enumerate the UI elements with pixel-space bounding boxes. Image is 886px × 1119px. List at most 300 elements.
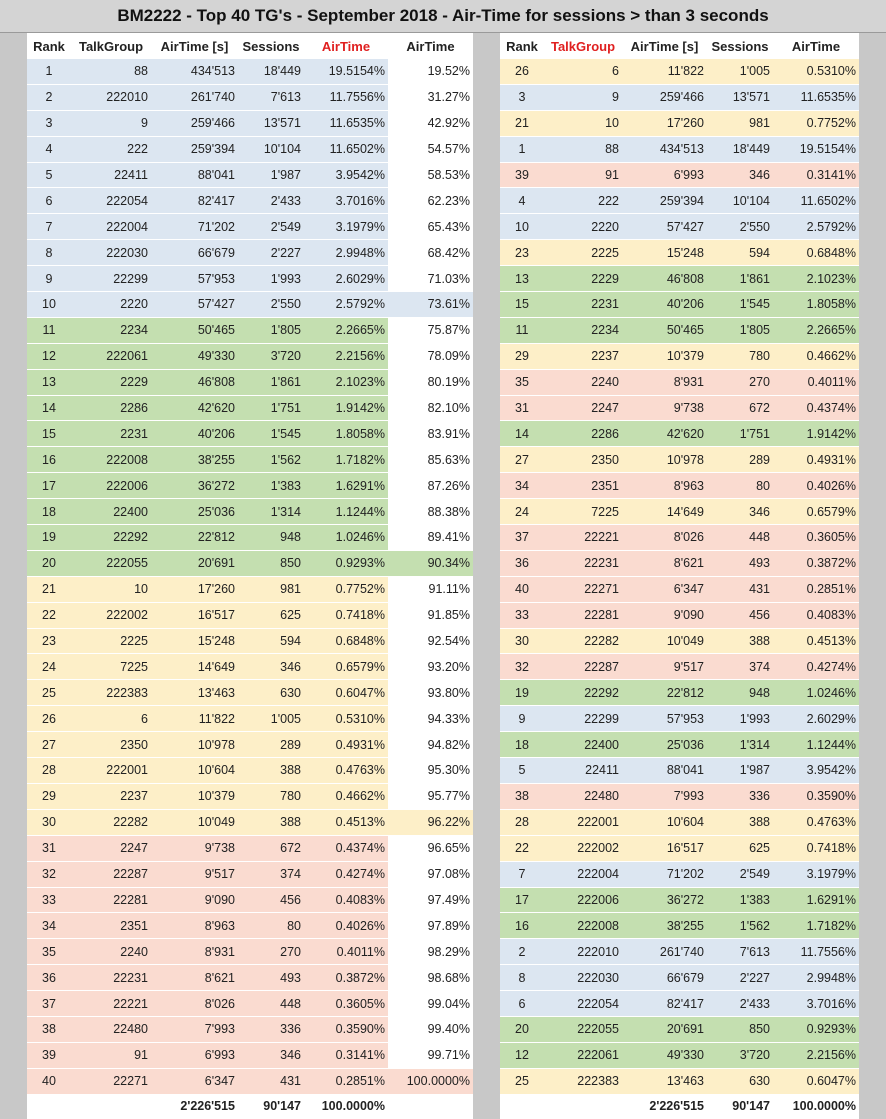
header-airtime-cumulative: AirTime	[388, 33, 473, 59]
talkgroup-cell: 222055	[544, 1016, 622, 1042]
table-row	[27, 317, 473, 343]
talkgroup-cell: 222061	[544, 1042, 622, 1068]
rank-cell: 26	[27, 706, 71, 732]
rank-cell: 28	[27, 758, 71, 784]
rank-cell: 13	[27, 369, 71, 395]
talkgroup-cell: 22231	[71, 965, 151, 991]
sessions-cell: 3'720	[707, 1042, 773, 1068]
header-airtime-percent: AirTime	[773, 33, 859, 59]
airtime-cell: 88'041	[151, 162, 238, 188]
cumulative-cell: 97.49%	[388, 887, 473, 913]
total-airtime: 2'226'515	[151, 1094, 238, 1118]
header-row	[500, 33, 859, 59]
talkgroup-cell: 22411	[71, 162, 151, 188]
airtime-cell: 49'330	[622, 1042, 707, 1068]
talkgroup-cell: 10	[544, 110, 622, 136]
percent-cell: 0.3590%	[773, 783, 859, 809]
table-row	[500, 680, 859, 706]
cumulative-cell: 90.34%	[388, 550, 473, 576]
sessions-cell: 948	[707, 680, 773, 706]
percent-cell: 1.0246%	[304, 525, 388, 551]
cumulative-cell: 96.22%	[388, 809, 473, 835]
percent-cell: 2.6029%	[773, 706, 859, 732]
rank-cell: 34	[500, 473, 544, 499]
percent-cell: 3.9542%	[304, 162, 388, 188]
header-rank: Rank	[27, 33, 71, 59]
talkgroup-cell: 88	[71, 59, 151, 84]
table-row	[27, 369, 473, 395]
rank-cell: 26	[500, 59, 544, 84]
talkgroup-cell: 88	[544, 136, 622, 162]
rank-cell: 2	[27, 84, 71, 110]
table-row	[27, 136, 473, 162]
percent-cell: 0.4662%	[773, 343, 859, 369]
talkgroup-cell: 22221	[71, 991, 151, 1017]
table-row	[500, 861, 859, 887]
sessions-cell: 388	[238, 809, 304, 835]
sessions-cell: 346	[707, 162, 773, 188]
rank-cell: 12	[27, 343, 71, 369]
rank-cell: 6	[500, 991, 544, 1017]
cumulative-cell: 62.23%	[388, 188, 473, 214]
airtime-cell: 259'394	[622, 188, 707, 214]
rank-cell: 9	[27, 266, 71, 292]
cumulative-cell: 89.41%	[388, 525, 473, 551]
rank-cell: 25	[27, 680, 71, 706]
talkgroup-cell: 222004	[544, 861, 622, 887]
percent-cell: 1.6291%	[773, 887, 859, 913]
rank-cell: 21	[27, 576, 71, 602]
percent-cell: 19.5154%	[773, 136, 859, 162]
cumulative-cell: 95.77%	[388, 783, 473, 809]
talkgroup-cell: 22287	[71, 861, 151, 887]
sessions-cell: 981	[238, 576, 304, 602]
airtime-cell: 7'993	[622, 783, 707, 809]
sessions-cell: 850	[238, 550, 304, 576]
percent-cell: 0.4374%	[773, 395, 859, 421]
sessions-cell: 80	[238, 913, 304, 939]
sessions-cell: 270	[238, 939, 304, 965]
talkgroup-cell: 2350	[544, 447, 622, 473]
percent-cell: 1.6291%	[304, 473, 388, 499]
percent-cell: 1.8058%	[773, 292, 859, 318]
header-airtime-seconds: AirTime [s]	[151, 33, 238, 59]
rank-cell: 32	[500, 654, 544, 680]
airtime-cell: 8'026	[622, 525, 707, 551]
percent-cell: 2.9948%	[304, 240, 388, 266]
talkgroup-cell: 2220	[544, 214, 622, 240]
talkgroup-cell: 222054	[544, 991, 622, 1017]
cumulative-cell: 91.11%	[388, 576, 473, 602]
airtime-cell: 66'679	[622, 965, 707, 991]
airtime-cell: 71'202	[622, 861, 707, 887]
sessions-cell: 431	[238, 1068, 304, 1094]
talkgroup-cell: 6	[71, 706, 151, 732]
talkgroup-cell: 22411	[544, 758, 622, 784]
airtime-cell: 259'466	[622, 84, 707, 110]
talkgroup-cell: 222	[71, 136, 151, 162]
rank-cell: 24	[27, 654, 71, 680]
sessions-cell: 625	[238, 602, 304, 628]
rank-cell: 38	[500, 783, 544, 809]
rank-cell: 27	[500, 447, 544, 473]
airtime-cell: 38'255	[622, 913, 707, 939]
airtime-cell: 9'090	[151, 887, 238, 913]
airtime-cell: 10'604	[151, 758, 238, 784]
totals-spacer	[71, 1094, 151, 1118]
sessions-cell: 1'993	[707, 706, 773, 732]
talkgroup-cell: 2247	[544, 395, 622, 421]
airtime-cell: 25'036	[151, 499, 238, 525]
table-row	[27, 706, 473, 732]
airtime-cell: 10'049	[151, 809, 238, 835]
rank-cell: 5	[27, 162, 71, 188]
rank-cell: 4	[500, 188, 544, 214]
rank-cell: 3	[500, 84, 544, 110]
airtime-cell: 17'260	[151, 576, 238, 602]
talkgroup-cell: 2225	[544, 240, 622, 266]
table-row	[500, 576, 859, 602]
sessions-cell: 7'613	[238, 84, 304, 110]
table-row	[27, 913, 473, 939]
airtime-cell: 8'621	[151, 965, 238, 991]
table-row	[27, 266, 473, 292]
sessions-cell: 448	[707, 525, 773, 551]
cumulative-cell: 78.09%	[388, 343, 473, 369]
talkgroup-cell: 22480	[544, 783, 622, 809]
airtime-cell: 15'248	[151, 628, 238, 654]
talkgroup-cell: 7225	[544, 499, 622, 525]
talkgroup-cell: 22480	[71, 1016, 151, 1042]
cumulative-cell: 94.33%	[388, 706, 473, 732]
percent-cell: 0.6047%	[304, 680, 388, 706]
rank-cell: 38	[27, 1016, 71, 1042]
table-row	[500, 602, 859, 628]
talkgroup-cell: 2234	[71, 317, 151, 343]
cumulative-cell: 91.85%	[388, 602, 473, 628]
airtime-cell: 261'740	[151, 84, 238, 110]
table-row	[500, 447, 859, 473]
talkgroup-cell: 2351	[544, 473, 622, 499]
percent-cell: 11.6502%	[773, 188, 859, 214]
sessions-cell: 493	[238, 965, 304, 991]
rank-cell: 1	[27, 59, 71, 84]
percent-cell: 0.5310%	[773, 59, 859, 84]
airtime-cell: 20'691	[622, 1016, 707, 1042]
percent-cell: 0.3141%	[773, 162, 859, 188]
cumulative-cell: 97.08%	[388, 861, 473, 887]
sessions-cell: 1'861	[238, 369, 304, 395]
airtime-cell: 36'272	[622, 887, 707, 913]
header-airtime-seconds: AirTime [s]	[622, 33, 707, 59]
percent-cell: 0.2851%	[304, 1068, 388, 1094]
talkgroup-cell: 222061	[71, 343, 151, 369]
rank-cell: 18	[27, 499, 71, 525]
airtime-cell: 8'931	[622, 369, 707, 395]
table-row	[500, 783, 859, 809]
rank-cell: 7	[27, 214, 71, 240]
sessions-cell: 10'104	[238, 136, 304, 162]
percent-cell: 2.2665%	[304, 317, 388, 343]
rank-cell: 14	[500, 421, 544, 447]
table-row	[27, 758, 473, 784]
header-talkgroup: TalkGroup	[71, 33, 151, 59]
sessions-cell: 2'433	[238, 188, 304, 214]
talkgroup-cell: 22282	[71, 809, 151, 835]
sessions-cell: 2'550	[238, 292, 304, 318]
airtime-cell: 13'463	[622, 1068, 707, 1094]
total-percent: 100.0000%	[773, 1094, 859, 1118]
sessions-cell: 1'383	[707, 887, 773, 913]
sessions-cell: 431	[707, 576, 773, 602]
talkgroup-cell: 222030	[71, 240, 151, 266]
talkgroup-cell: 2351	[71, 913, 151, 939]
rank-cell: 7	[500, 861, 544, 887]
totals-row	[27, 1094, 473, 1118]
airtime-cell: 16'517	[151, 602, 238, 628]
table-row	[27, 499, 473, 525]
airtime-cell: 22'812	[622, 680, 707, 706]
percent-cell: 1.7182%	[304, 447, 388, 473]
rank-cell: 8	[27, 240, 71, 266]
table-row	[500, 240, 859, 266]
percent-cell: 0.4274%	[304, 861, 388, 887]
sessions-cell: 672	[707, 395, 773, 421]
cumulative-cell: 92.54%	[388, 628, 473, 654]
rank-cell: 16	[500, 913, 544, 939]
sessions-cell: 13'571	[238, 110, 304, 136]
airtime-cell: 57'427	[622, 214, 707, 240]
percent-cell: 0.4083%	[773, 602, 859, 628]
airtime-cell: 46'808	[151, 369, 238, 395]
talkgroup-cell: 22287	[544, 654, 622, 680]
airtime-cell: 82'417	[151, 188, 238, 214]
talkgroup-cell: 2286	[544, 421, 622, 447]
sessions-cell: 1'545	[238, 421, 304, 447]
airtime-cell: 17'260	[622, 110, 707, 136]
sessions-cell: 672	[238, 835, 304, 861]
totals-row	[500, 1094, 859, 1118]
talkgroup-cell: 2247	[71, 835, 151, 861]
percent-cell: 0.7752%	[304, 576, 388, 602]
percent-cell: 0.4662%	[304, 783, 388, 809]
talkgroup-cell: 222006	[544, 887, 622, 913]
cumulative-cell: 87.26%	[388, 473, 473, 499]
table-row	[500, 1068, 859, 1094]
percent-cell: 2.2665%	[773, 317, 859, 343]
sessions-cell: 289	[238, 732, 304, 758]
talkgroup-cell: 222030	[544, 965, 622, 991]
percent-cell: 3.7016%	[304, 188, 388, 214]
percent-cell: 0.4763%	[773, 809, 859, 835]
airtime-cell: 57'953	[151, 266, 238, 292]
sessions-cell: 388	[238, 758, 304, 784]
airtime-cell: 42'620	[151, 395, 238, 421]
sessions-cell: 630	[238, 680, 304, 706]
sessions-cell: 2'227	[238, 240, 304, 266]
percent-cell: 0.4374%	[304, 835, 388, 861]
sessions-cell: 594	[707, 240, 773, 266]
total-percent: 100.0000%	[304, 1094, 388, 1118]
talkgroup-cell: 22281	[71, 887, 151, 913]
rank-cell: 22	[27, 602, 71, 628]
table-row	[27, 939, 473, 965]
airtime-cell: 38'255	[151, 447, 238, 473]
talkgroup-cell: 2220	[71, 292, 151, 318]
airtime-cell: 25'036	[622, 732, 707, 758]
talkgroup-cell: 7225	[71, 654, 151, 680]
percent-cell: 1.1244%	[773, 732, 859, 758]
table-row	[27, 447, 473, 473]
table-row	[27, 188, 473, 214]
total-sessions: 90'147	[707, 1094, 773, 1118]
sessions-cell: 346	[707, 499, 773, 525]
rank-cell: 20	[27, 550, 71, 576]
sessions-cell: 1'562	[238, 447, 304, 473]
talkgroup-cell: 22231	[544, 550, 622, 576]
rank-cell: 5	[500, 758, 544, 784]
table-row	[27, 1068, 473, 1094]
table-row	[500, 395, 859, 421]
table-row	[500, 317, 859, 343]
airtime-cell: 40'206	[151, 421, 238, 447]
percent-cell: 0.7418%	[773, 835, 859, 861]
header-airtime-percent: AirTime	[304, 33, 388, 59]
percent-cell: 0.4274%	[773, 654, 859, 680]
header-sessions: Sessions	[707, 33, 773, 59]
table-row	[500, 266, 859, 292]
percent-cell: 11.6535%	[304, 110, 388, 136]
airtime-cell: 16'517	[622, 835, 707, 861]
cumulative-cell: 93.20%	[388, 654, 473, 680]
airtime-cell: 434'513	[622, 136, 707, 162]
cumulative-cell: 95.30%	[388, 758, 473, 784]
percent-cell: 0.4026%	[773, 473, 859, 499]
talkgroup-cell: 22400	[544, 732, 622, 758]
cumulative-cell: 99.40%	[388, 1016, 473, 1042]
percent-cell: 3.1979%	[773, 861, 859, 887]
rank-cell: 31	[500, 395, 544, 421]
percent-cell: 11.7556%	[304, 84, 388, 110]
cumulative-cell: 88.38%	[388, 499, 473, 525]
cumulative-cell: 82.10%	[388, 395, 473, 421]
table-row	[27, 1042, 473, 1068]
talkgroup-cell: 2231	[71, 421, 151, 447]
rank-cell: 36	[27, 965, 71, 991]
airtime-cell: 9'517	[151, 861, 238, 887]
talkgroup-cell: 91	[71, 1042, 151, 1068]
airtime-cell: 13'463	[151, 680, 238, 706]
table-row	[500, 835, 859, 861]
table-row	[27, 576, 473, 602]
talkgroup-cell: 222383	[544, 1068, 622, 1094]
talkgroup-cell: 22282	[544, 628, 622, 654]
airtime-cell: 10'049	[622, 628, 707, 654]
airtime-cell: 8'621	[622, 550, 707, 576]
airtime-cell: 36'272	[151, 473, 238, 499]
talkgroup-cell: 222002	[544, 835, 622, 861]
ranking-table	[27, 33, 473, 1119]
percent-cell: 0.3590%	[304, 1016, 388, 1042]
talkgroup-cell: 222006	[71, 473, 151, 499]
percent-cell: 0.4513%	[304, 809, 388, 835]
rank-cell: 20	[500, 1016, 544, 1042]
sessions-cell: 13'571	[707, 84, 773, 110]
talkgroup-cell: 222008	[71, 447, 151, 473]
talkgroup-cell: 222054	[71, 188, 151, 214]
sessions-cell: 1'314	[238, 499, 304, 525]
header-talkgroup: TalkGroup	[544, 33, 622, 59]
table-row	[500, 706, 859, 732]
sessions-cell: 374	[238, 861, 304, 887]
airtime-cell: 42'620	[622, 421, 707, 447]
rank-cell: 17	[500, 887, 544, 913]
table-row	[500, 292, 859, 318]
cumulative-cell: 54.57%	[388, 136, 473, 162]
rank-cell: 12	[500, 1042, 544, 1068]
table-row	[500, 136, 859, 162]
sessions-cell: 2'227	[707, 965, 773, 991]
table-row	[500, 913, 859, 939]
table-row	[500, 965, 859, 991]
sessions-cell: 1'545	[707, 292, 773, 318]
rank-cell: 30	[500, 628, 544, 654]
airtime-cell: 434'513	[151, 59, 238, 84]
percent-cell: 0.5310%	[304, 706, 388, 732]
cumulative-cell: 100.0000%	[388, 1068, 473, 1094]
rank-cell: 15	[27, 421, 71, 447]
percent-cell: 0.4026%	[304, 913, 388, 939]
sessions-cell: 1'751	[707, 421, 773, 447]
table-row	[500, 214, 859, 240]
percent-cell: 1.9142%	[773, 421, 859, 447]
sessions-cell: 448	[238, 991, 304, 1017]
percent-cell: 11.6502%	[304, 136, 388, 162]
rank-cell: 35	[500, 369, 544, 395]
talkgroup-cell: 2229	[544, 266, 622, 292]
sessions-cell: 780	[707, 343, 773, 369]
percent-cell: 1.8058%	[304, 421, 388, 447]
table-row	[27, 240, 473, 266]
airtime-cell: 10'379	[622, 343, 707, 369]
airtime-cell: 9'738	[622, 395, 707, 421]
airtime-cell: 20'691	[151, 550, 238, 576]
talkgroup-cell: 22292	[71, 525, 151, 551]
rank-cell: 1	[500, 136, 544, 162]
cumulative-cell: 83.91%	[388, 421, 473, 447]
rank-cell: 37	[27, 991, 71, 1017]
sessions-cell: 456	[707, 602, 773, 628]
table-row	[27, 214, 473, 240]
table-row	[27, 162, 473, 188]
rank-cell: 15	[500, 292, 544, 318]
percent-cell: 0.3605%	[773, 525, 859, 551]
percent-cell: 0.9293%	[773, 1016, 859, 1042]
airtime-cell: 6'347	[151, 1068, 238, 1094]
airtime-cell: 40'206	[622, 292, 707, 318]
talkgroup-sorted-table	[500, 33, 859, 1119]
talkgroup-cell: 222001	[544, 809, 622, 835]
table-row	[500, 628, 859, 654]
rank-cell: 23	[500, 240, 544, 266]
table-row	[500, 732, 859, 758]
talkgroup-cell: 22271	[71, 1068, 151, 1094]
percent-cell: 0.6047%	[773, 1068, 859, 1094]
cumulative-cell: 42.92%	[388, 110, 473, 136]
percent-cell: 3.1979%	[304, 214, 388, 240]
rank-cell: 10	[500, 214, 544, 240]
cumulative-cell: 99.04%	[388, 991, 473, 1017]
